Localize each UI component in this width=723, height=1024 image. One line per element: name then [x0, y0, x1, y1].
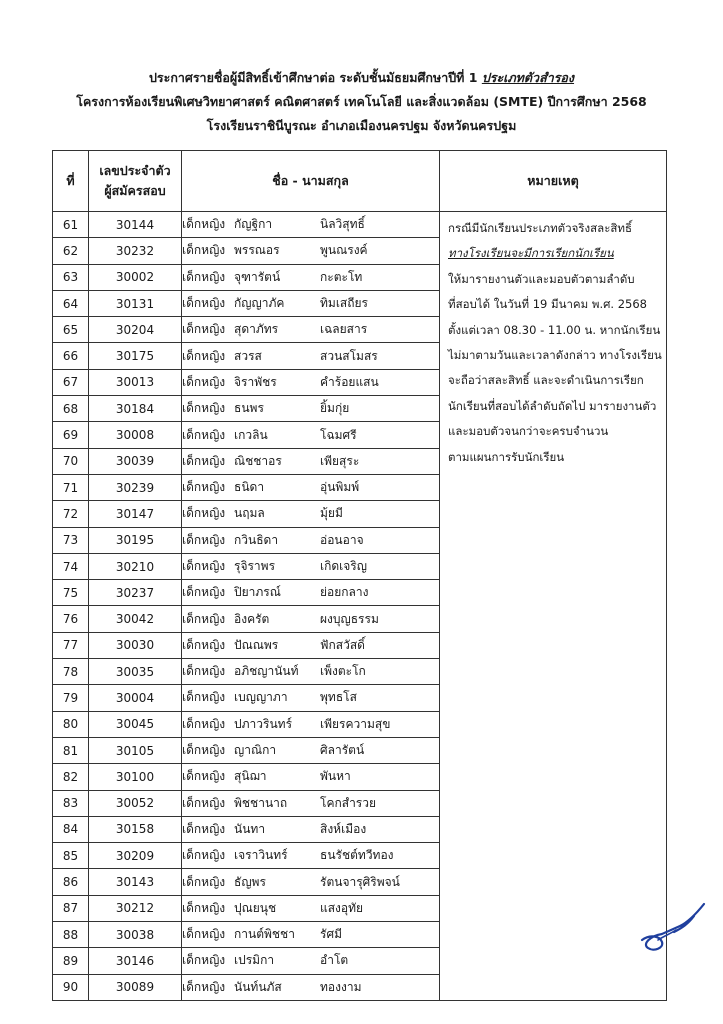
- first-name: เปรมิกา: [234, 953, 275, 968]
- applicant-id: 30052: [89, 790, 182, 816]
- row-number: 71: [53, 474, 89, 500]
- applicant-id: 30030: [89, 632, 182, 658]
- first-name: จุฑารัตน์: [234, 269, 281, 284]
- row-number: 69: [53, 422, 89, 448]
- name-title: เด็กหญิง: [182, 927, 226, 942]
- first-name: ปัณณพร: [234, 637, 279, 652]
- name-title: เด็กหญิง: [182, 374, 226, 389]
- last-name: นิลวิสุทธิ์: [320, 217, 365, 232]
- last-name: ฟักสวัสดิ์: [320, 637, 365, 652]
- first-name: นฤมล: [234, 506, 265, 521]
- column-header-app-id-line-2: ผู้สมัครสอบ: [104, 183, 166, 198]
- applicant-id: 30210: [89, 553, 182, 579]
- row-number: 84: [53, 816, 89, 842]
- last-name: ทองงาม: [320, 979, 362, 994]
- name-title: เด็กหญิง: [182, 480, 226, 495]
- name-title: เด็กหญิง: [182, 795, 226, 810]
- column-header-no: ที่: [53, 151, 89, 212]
- student-name: [182, 474, 440, 500]
- student-name: [182, 843, 440, 869]
- row-number: 80: [53, 711, 89, 737]
- remark-line: ที่สอบได้ ในวันที่ 19 มีนาคม พ.ศ. 2568: [448, 297, 647, 312]
- name-title: เด็กหญิง: [182, 716, 226, 731]
- remark-line: ให้มารายงานตัวและมอบตัวตามลำดับ: [448, 271, 635, 286]
- name-title: เด็กหญิง: [182, 217, 226, 232]
- student-name: [182, 974, 440, 1000]
- first-name: อภิชญานันท์: [234, 664, 299, 679]
- table-body: [53, 212, 667, 1001]
- last-name: พันหา: [320, 769, 351, 784]
- name-title: เด็กหญิง: [182, 269, 226, 284]
- student-name: [182, 737, 440, 763]
- header-line-1: [0, 71, 723, 85]
- student-name: [182, 317, 440, 343]
- first-name: ปิยาภรณ์: [234, 585, 281, 600]
- first-name: สุดาภัทร: [234, 322, 279, 337]
- student-name: [182, 422, 440, 448]
- applicant-id: 30008: [89, 422, 182, 448]
- first-name: สุนิฌา: [234, 769, 267, 784]
- last-name: พุทธโส: [320, 690, 357, 705]
- column-header-app-id: [89, 151, 182, 212]
- remark-line: กรณีมีนักเรียนประเภทตัวจริงสละสิทธิ์: [448, 221, 632, 235]
- applicant-id: 30004: [89, 685, 182, 711]
- row-number: 70: [53, 448, 89, 474]
- remark-line: ทางโรงเรียนจะมีการเรียกนักเรียน: [448, 246, 614, 261]
- student-name: [182, 711, 440, 737]
- student-name: [182, 606, 440, 632]
- row-number: 82: [53, 764, 89, 790]
- applicant-id: 30237: [89, 580, 182, 606]
- applicant-id: 30143: [89, 869, 182, 895]
- student-name: [182, 922, 440, 948]
- last-name: ผงบุญธรรม: [320, 611, 379, 626]
- remark-line: ตั้งแต่เวลา 08.30 - 11.00 น. หากนักเรียน: [448, 322, 661, 337]
- row-number: 77: [53, 632, 89, 658]
- applicant-id: 30232: [89, 238, 182, 264]
- row-number: 88: [53, 922, 89, 948]
- row-number: 65: [53, 317, 89, 343]
- name-title: เด็กหญิง: [182, 453, 226, 468]
- row-number: 76: [53, 606, 89, 632]
- first-name: นันทา: [234, 821, 266, 836]
- row-number: 75: [53, 580, 89, 606]
- last-name: เกิดเจริญ: [320, 559, 367, 573]
- student-name: [182, 369, 440, 395]
- row-number: 62: [53, 238, 89, 264]
- name-title: เด็กหญิง: [182, 427, 226, 442]
- first-name: อิงครัต: [234, 611, 270, 626]
- student-name: [182, 816, 440, 842]
- applicant-id: 30039: [89, 448, 182, 474]
- last-name: ย่อยกลาง: [320, 585, 369, 600]
- student-name: [182, 527, 440, 553]
- name-title: เด็กหญิง: [182, 532, 226, 547]
- last-name: อำโต: [320, 953, 349, 968]
- first-name: ปุณยนุช: [234, 900, 277, 915]
- remark-line: ตามแผนการรับนักเรียน: [448, 449, 565, 464]
- applicant-id: 30158: [89, 816, 182, 842]
- table-row: [53, 212, 667, 238]
- last-name: ศิลารัตน์: [320, 743, 365, 758]
- name-title: เด็กหญิง: [182, 296, 226, 311]
- row-number: 72: [53, 501, 89, 527]
- applicant-id: 30146: [89, 948, 182, 974]
- row-number: 63: [53, 264, 89, 290]
- applicant-id: 30089: [89, 974, 182, 1000]
- last-name: รัตนจารุศิริพจน์: [320, 874, 400, 889]
- column-header-app-id-line-1: เลขประจำตัว: [99, 163, 171, 178]
- first-name: พิชชานาถ: [234, 795, 288, 810]
- name-title: เด็กหญิง: [182, 611, 226, 626]
- row-number: 85: [53, 843, 89, 869]
- first-name: กัญญาภัค: [234, 296, 285, 311]
- last-name: เพ็งตะโก: [320, 664, 366, 679]
- document-header: [0, 71, 723, 143]
- first-name: ธนพร: [234, 401, 264, 416]
- name-title: เด็กหญิง: [182, 743, 226, 758]
- row-number: 81: [53, 737, 89, 763]
- row-number: 67: [53, 369, 89, 395]
- last-name: เพียรความสุข: [320, 716, 391, 731]
- applicant-id: 30195: [89, 527, 182, 553]
- last-name: โคกสำรวย: [320, 795, 377, 810]
- student-name: [182, 580, 440, 606]
- row-number: 68: [53, 396, 89, 422]
- row-number: 89: [53, 948, 89, 974]
- row-number: 86: [53, 869, 89, 895]
- applicant-id: 30239: [89, 474, 182, 500]
- last-name: แสงอุทัย: [320, 900, 364, 915]
- row-number: 64: [53, 290, 89, 316]
- row-number: 87: [53, 895, 89, 921]
- first-name: กวินธิดา: [234, 532, 279, 547]
- applicant-id: 30045: [89, 711, 182, 737]
- header-line-3: โรงเรียนราชินีบูรณะ อำเภอเมืองนครปฐม จังหวัดนครปฐม: [206, 118, 517, 133]
- last-name: โฉมศรี: [320, 427, 357, 442]
- name-title: เด็กหญิง: [182, 637, 226, 652]
- student-name: [182, 212, 440, 238]
- applicant-id: 30131: [89, 290, 182, 316]
- name-title: เด็กหญิง: [182, 979, 226, 994]
- remark-line: จะถือว่าสละสิทธิ์ และจะดำเนินการเรียก: [448, 373, 644, 388]
- remark-line: และมอบตัวจนกว่าจะครบจำนวน: [448, 424, 609, 439]
- last-name: มุ้ยมี: [320, 506, 343, 521]
- last-name: สวนสโมสร: [320, 348, 378, 363]
- first-name: พรรณอร: [234, 243, 280, 258]
- column-header-remark: หมายเหตุ: [440, 151, 667, 212]
- signature-mark: [636, 896, 716, 962]
- name-title: เด็กหญิง: [182, 821, 226, 836]
- student-name: [182, 764, 440, 790]
- student-name: [182, 685, 440, 711]
- student-name: [182, 448, 440, 474]
- applicant-id: 30204: [89, 317, 182, 343]
- first-name: ปภาวรินทร์: [234, 716, 293, 731]
- row-number: 83: [53, 790, 89, 816]
- first-name: เบญญาภา: [234, 690, 288, 705]
- name-title: เด็กหญิง: [182, 953, 226, 968]
- row-number: 61: [53, 212, 89, 238]
- name-title: เด็กหญิง: [182, 243, 226, 258]
- first-name: เกวลิน: [234, 427, 268, 442]
- first-name: จิราพัชร: [234, 374, 277, 389]
- row-number: 66: [53, 343, 89, 369]
- name-title: เด็กหญิง: [182, 874, 226, 889]
- student-name: [182, 264, 440, 290]
- first-name: ธนิดา: [234, 480, 265, 495]
- first-name: นันท์นภัส: [234, 979, 282, 994]
- applicant-id: 30147: [89, 501, 182, 527]
- first-name: สวรส: [234, 348, 262, 363]
- student-roster-table: [52, 150, 667, 1001]
- applicant-id: 30013: [89, 369, 182, 395]
- student-name: [182, 396, 440, 422]
- last-name: พูนณรงค์: [320, 243, 368, 258]
- student-name: [182, 632, 440, 658]
- applicant-id: 30212: [89, 895, 182, 921]
- name-title: เด็กหญิง: [182, 348, 226, 363]
- applicant-id: 30184: [89, 396, 182, 422]
- applicant-id: 30100: [89, 764, 182, 790]
- last-name: เฉลยสาร: [320, 322, 368, 337]
- row-number: 79: [53, 685, 89, 711]
- row-number: 90: [53, 974, 89, 1000]
- applicant-id: 30035: [89, 659, 182, 685]
- name-title: เด็กหญิง: [182, 848, 226, 863]
- student-name: [182, 290, 440, 316]
- row-number: 78: [53, 659, 89, 685]
- last-name: ทิมเสถียร: [320, 296, 368, 311]
- last-name: อ่อนอาจ: [320, 532, 364, 547]
- last-name: เพียสุระ: [320, 453, 360, 468]
- applicant-id: 30105: [89, 737, 182, 763]
- table-header-row: [53, 151, 667, 212]
- header-line-1-text: ประกาศรายชื่อผู้มีสิทธิ์เข้าศึกษาต่อ ระดับชั้นมัธยมศึกษาปีที่ 1: [148, 70, 482, 85]
- name-title: เด็กหญิง: [182, 690, 226, 705]
- first-name: กานต์พิชชา: [234, 927, 295, 942]
- last-name: อุ่นพิมพ์: [320, 480, 360, 495]
- last-name: คำร้อยแสน: [320, 374, 379, 389]
- name-title: เด็กหญิง: [182, 664, 226, 679]
- first-name: ธัญพร: [234, 874, 266, 889]
- student-name: [182, 895, 440, 921]
- remark-line: ไม่มาตามวันและเวลาดังกล่าว ทางโรงเรียน: [448, 348, 662, 363]
- student-name: [182, 501, 440, 527]
- name-title: เด็กหญิง: [182, 322, 226, 337]
- last-name: ยิ้มกุ่ย: [320, 401, 350, 416]
- last-name: รัศมี: [320, 927, 342, 942]
- applicant-id: 30175: [89, 343, 182, 369]
- header-line-2: โครงการห้องเรียนพิเศษวิทยาศาสตร์ คณิตศาสตร์ เทคโนโลยี และสิ่งแวดล้อม (SMTE) ปีการศึกษา 2568: [76, 94, 647, 109]
- applicant-id: 30042: [89, 606, 182, 632]
- first-name: ญาณิกา: [234, 743, 277, 758]
- name-title: เด็กหญิง: [182, 559, 226, 573]
- student-name: [182, 948, 440, 974]
- first-name: กัญฐิกา: [234, 217, 273, 232]
- student-name: [182, 869, 440, 895]
- name-title: เด็กหญิง: [182, 900, 226, 915]
- first-name: เจราวินทร์: [234, 848, 288, 863]
- applicant-id: 30002: [89, 264, 182, 290]
- name-title: เด็กหญิง: [182, 401, 226, 416]
- student-name: [182, 790, 440, 816]
- last-name: สิงห์เมือง: [320, 821, 367, 836]
- admission-type-label: ประเภทตัวสำรอง: [481, 70, 575, 85]
- applicant-id: 30144: [89, 212, 182, 238]
- student-name: [182, 343, 440, 369]
- name-title: เด็กหญิง: [182, 585, 226, 600]
- applicant-id: 30209: [89, 843, 182, 869]
- student-name: [182, 553, 440, 579]
- applicant-id: 30038: [89, 922, 182, 948]
- remark-cell: [440, 212, 667, 1001]
- remark-line: นักเรียนที่สอบได้ลำดับถัดไป มารายงานตัว: [448, 398, 657, 413]
- row-number: 74: [53, 553, 89, 579]
- first-name: ณิชชาอร: [234, 453, 282, 468]
- row-number: 73: [53, 527, 89, 553]
- student-name: [182, 238, 440, 264]
- name-title: เด็กหญิง: [182, 769, 226, 784]
- column-header-name: ชื่อ - นามสกุล: [182, 151, 440, 212]
- first-name: รุจิราพร: [234, 559, 276, 573]
- last-name: ธนรัชต์ทวีทอง: [320, 848, 394, 863]
- last-name: กะตะโท: [320, 269, 363, 284]
- student-name: [182, 659, 440, 685]
- name-title: เด็กหญิง: [182, 506, 226, 521]
